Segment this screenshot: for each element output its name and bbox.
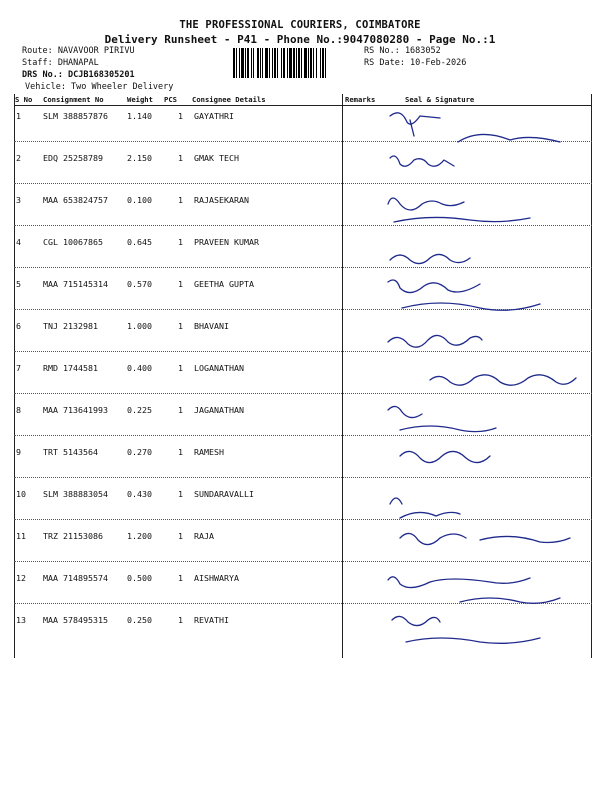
row-pcs: 1 [178,195,183,205]
row-consignment-no: RMD 1744581 [43,363,98,373]
row-consignee: GAYATHRI [194,111,234,121]
remarks-column-divider [342,94,343,658]
row-sno: 8 [16,405,21,415]
row-consignee: RAJA [194,531,214,541]
row-consignee: BHAVANI [194,321,229,331]
row-pcs: 1 [178,573,183,583]
handwritten-signature [370,526,580,572]
company-title: THE PROFESSIONAL COURIERS, COIMBATORE [179,19,421,31]
row-pcs: 1 [178,405,183,415]
row-weight: 1.200 [127,531,152,541]
barcode [233,48,361,78]
rs-date: RS Date: 10-Feb-2026 [364,58,467,68]
handwritten-signature [370,316,580,362]
staff-label: Staff: DHANAPAL [22,58,99,68]
row-weight: 0.500 [127,573,152,583]
handwritten-signature [370,442,580,488]
row-weight: 0.250 [127,615,152,625]
row-consignee: REVATHI [194,615,229,625]
row-weight: 0.100 [127,195,152,205]
row-pcs: 1 [178,279,183,289]
row-pcs: 1 [178,153,183,163]
row-consignment-no: SLM 388883054 [43,489,108,499]
row-sno: 5 [16,279,21,289]
row-weight: 0.400 [127,363,152,373]
row-sno: 3 [16,195,21,205]
drs-number: DRS No.: DCJB168305201 [22,70,135,80]
row-consignee: GMAK TECH [194,153,239,163]
runsheet-subtitle: Delivery Runsheet - P41 - Phone No.:9047080280 - Page No.:1 [104,33,496,46]
row-weight: 0.430 [127,489,152,499]
handwritten-signature [370,274,580,320]
col-header-seal-signature: Seal & Signature [405,95,475,104]
col-header-consignee: Consignee Details [192,95,266,104]
handwritten-signature [370,358,580,404]
handwritten-signature [370,568,580,614]
row-sno: 12 [16,573,26,583]
row-consignment-no: MAA 713641993 [43,405,108,415]
row-weight: 0.270 [127,447,152,457]
row-sno: 9 [16,447,21,457]
row-consignment-no: SLM 388857876 [43,111,108,121]
handwritten-signature [370,484,580,530]
row-consignee: AISHWARYA [194,573,239,583]
table-border-right [591,94,592,658]
row-pcs: 1 [178,321,183,331]
row-consignee: RAJASEKARAN [194,195,249,205]
row-consignee: SUNDARAVALLI [194,489,254,499]
row-sno: 4 [16,237,21,247]
row-consignment-no: EDQ 25258789 [43,153,103,163]
row-pcs: 1 [178,111,183,121]
row-sno: 7 [16,363,21,373]
row-weight: 0.570 [127,279,152,289]
row-pcs: 1 [178,615,183,625]
row-consignee: JAGANATHAN [194,405,244,415]
rs-number: RS No.: 1683052 [364,46,441,56]
row-consignment-no: MAA 653824757 [43,195,108,205]
handwritten-signature [370,148,580,194]
vehicle-label: Vehicle: Two Wheeler Delivery [25,82,174,92]
row-consignee: RAMESH [194,447,224,457]
row-pcs: 1 [178,447,183,457]
row-sno: 6 [16,321,21,331]
col-header-remarks: Remarks [345,95,376,104]
row-weight: 1.000 [127,321,152,331]
row-pcs: 1 [178,363,183,373]
row-pcs: 1 [178,531,183,541]
row-weight: 1.140 [127,111,152,121]
row-consignment-no: TRT 5143564 [43,447,98,457]
route-label: Route: NAVAVOOR PIRIVU [22,46,135,56]
row-consignment-no: TRZ 21153086 [43,531,103,541]
table-border-left [14,94,15,658]
handwritten-signature [370,190,580,236]
row-consignment-no: TNJ 2132981 [43,321,98,331]
row-consignment-no: MAA 714895574 [43,573,108,583]
row-consignment-no: MAA 578495315 [43,615,108,625]
col-header-pcs: PCS [164,95,177,104]
handwritten-signature [370,610,580,656]
row-weight: 0.225 [127,405,152,415]
row-consignee: LOGANATHAN [194,363,244,373]
row-sno: 13 [16,615,26,625]
row-weight: 0.645 [127,237,152,247]
row-sno: 10 [16,489,26,499]
handwritten-signature [370,106,580,152]
col-header-weight: Weight [127,95,153,104]
row-consignee: GEETHA GUPTA [194,279,254,289]
col-header-sno: S No [15,95,33,104]
handwritten-signature [370,232,580,278]
row-sno: 11 [16,531,26,541]
row-weight: 2.150 [127,153,152,163]
row-sno: 2 [16,153,21,163]
row-consignment-no: MAA 715145314 [43,279,108,289]
row-consignee: PRAVEEN KUMAR [194,237,259,247]
row-pcs: 1 [178,237,183,247]
row-sno: 1 [16,111,21,121]
row-consignment-no: CGL 10067865 [43,237,103,247]
row-pcs: 1 [178,489,183,499]
col-header-consignment: Consignment No [43,95,104,104]
handwritten-signature [370,400,580,446]
